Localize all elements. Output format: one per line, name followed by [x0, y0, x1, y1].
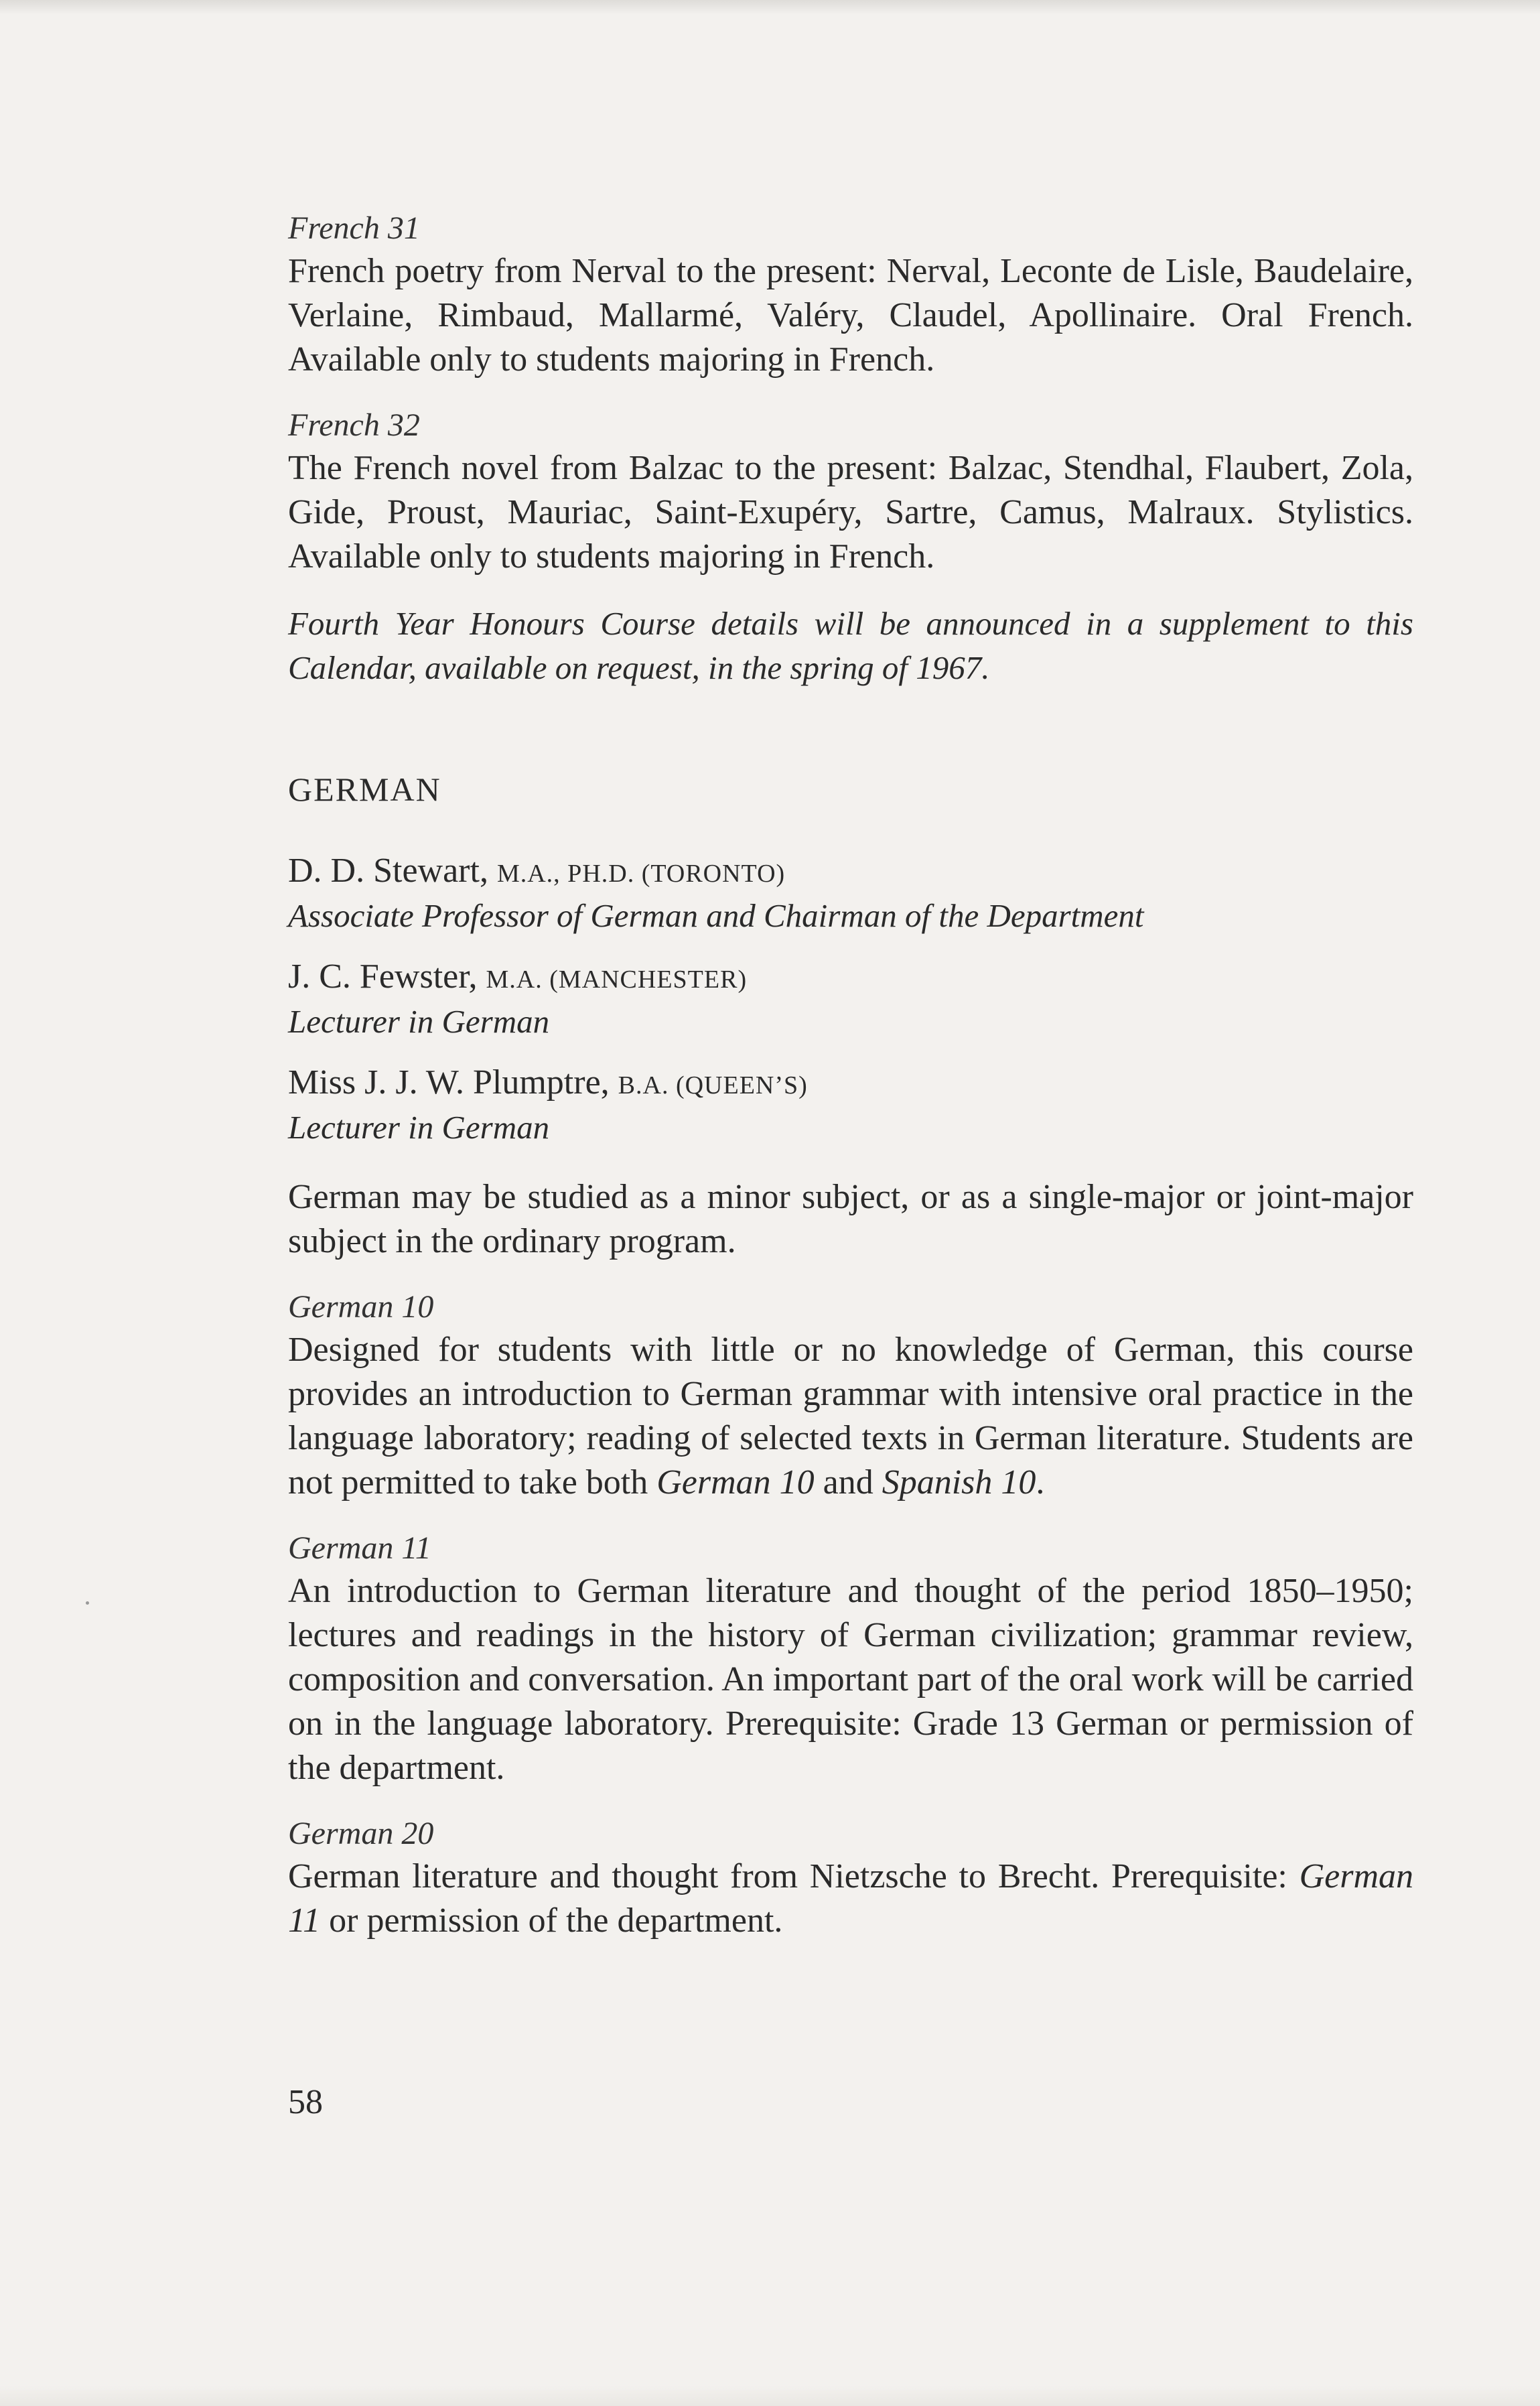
intro-text: German may be studied as a minor subject, or as a single-major or joint-major subject in the ordinary program. [288, 1178, 1413, 1260]
course-description [288, 1855, 1413, 1943]
staff-entry [288, 955, 1413, 1043]
staff-credentials: B.A. (QUEEN’S) [618, 1071, 808, 1099]
staff-role: Lecturer in German [288, 1003, 550, 1040]
staff-name: D. D. Stewart, [288, 852, 488, 890]
course-description-text: German literature and thought from Nietzsche to Brecht. Prerequisite: [288, 1857, 1287, 1895]
staff-name-line [288, 1061, 1413, 1107]
course-description: An introduction to German literature and thought of the period 1850–1950; lectures and readings in the history of German civilization; grammar review, composition and conversation. An important part of the oral work will be carried on in the language laboratory. Prerequisite: Grade 13 German or permission of the department. [288, 1572, 1413, 1787]
course-description-end: or permission of the department. [329, 1901, 783, 1940]
course-description: French poetry from Nerval to the present: Nerval, Leconte de Lisle, Baudelaire, Verlaine, Rimbaud, Mallarmé, Valéry, Claudel, Apollinaire. Oral French. Available only to students majoring in French. [288, 252, 1413, 379]
course-title: German 10 [288, 1289, 434, 1325]
conjunction: and [823, 1463, 873, 1501]
staff-entry [288, 1061, 1413, 1148]
staff-name: J. C. Fewster, [288, 957, 478, 996]
staff-name: Miss J. J. W. Plumptre, [288, 1063, 610, 1101]
calendar-page [288, 208, 1413, 1966]
course-german-11 [288, 1528, 1413, 1790]
page-bottom-edge [0, 2385, 1540, 2406]
course-reference: German 11 [288, 1857, 1414, 1940]
course-reference: Spanish 10 [882, 1463, 1036, 1501]
staff-role: Lecturer in German [288, 1109, 550, 1146]
course-french-32 [288, 405, 1413, 579]
german-intro [288, 1175, 1413, 1264]
section-heading-german: GERMAN [288, 771, 441, 808]
staff-name-line [288, 955, 1413, 1001]
course-title: French 31 [288, 210, 420, 246]
course-german-10 [288, 1286, 1413, 1505]
course-description [288, 1328, 1413, 1505]
course-description: The French novel from Balzac to the present: Balzac, Stendhal, Flaubert, Zola, Gide, Proust, Mauriac, Saint-Exupéry, Sartre, Camus, Malraux. Stylistics. Available only to students majoring in French. [288, 449, 1413, 576]
sentence-end: . [1036, 1463, 1045, 1501]
course-french-31 [288, 208, 1413, 382]
honours-notice: Fourth Year Honours Course details will be announced in a supplement to this Calendar, available on request, in the spring of 1967. [288, 605, 1413, 686]
page-top-edge [0, 0, 1540, 15]
course-title: German 11 [288, 1530, 431, 1566]
paper-speck [86, 1601, 89, 1605]
staff-role: Associate Professor of German and Chairman of the Department [288, 897, 1144, 934]
course-title: French 32 [288, 407, 420, 443]
course-title: German 20 [288, 1816, 434, 1851]
staff-credentials: M.A. (MANCHESTER) [486, 965, 748, 994]
course-german-20 [288, 1813, 1413, 1943]
staff-name-line [288, 850, 1413, 895]
staff-credentials: M.A., PH.D. (TORONTO) [496, 860, 786, 888]
staff-entry [288, 850, 1413, 937]
page-number: 58 [288, 2083, 323, 2121]
course-reference: German 10 [656, 1463, 815, 1501]
course-description-text: Designed for students with little or no knowledge of German, this course provides an introduction to German grammar with intensive oral practice in the language laboratory; reading of selected texts in German literature. Students are not permitted to take both [288, 1331, 1413, 1501]
